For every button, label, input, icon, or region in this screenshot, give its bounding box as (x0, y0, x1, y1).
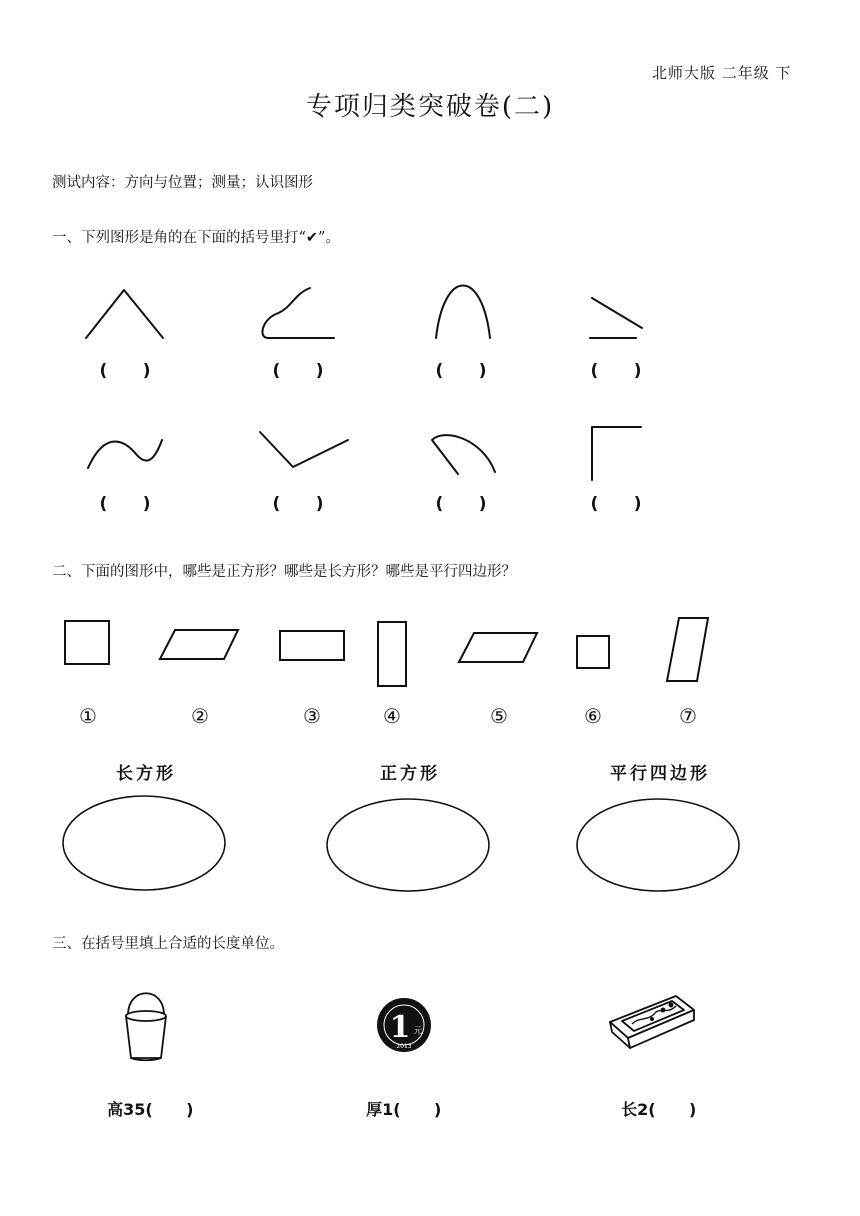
measure-item-bucket (96, 1078, 193, 1120)
answer-paren-7[interactable]: ( ) (435, 494, 487, 514)
pencil-case-icon (610, 996, 694, 1048)
question-2-prompt: 二、下面的图形中，哪些是正方形？哪些是长方形？哪些是平行四边形？ (52, 564, 516, 580)
measure-label-thickness: 厚1 (366, 1100, 394, 1119)
answer-paren-2[interactable]: ( ) (272, 361, 324, 381)
question-1-prompt: 一、下列图形是角的在下面的括号里打“✔”。 (52, 230, 340, 246)
measure-item-pencil-case (610, 1078, 696, 1120)
answer-paren-1[interactable]: ( ) (99, 361, 151, 381)
shape-number-1: ① (79, 704, 97, 728)
shape-number-4: ④ (383, 704, 401, 728)
coin-icon (377, 998, 431, 1052)
shape-number-2: ② (191, 704, 209, 728)
answer-paren-3[interactable]: ( ) (435, 361, 487, 381)
shape-number-3: ③ (303, 704, 321, 728)
svg-text:元: 元 (414, 1026, 422, 1035)
edition-label: 北师大版 二年级 下 (652, 64, 792, 82)
test-content: 测试内容：方向与位置；测量；认识图形 (52, 175, 313, 191)
shape-number-5: ⑤ (490, 704, 508, 728)
svg-text:2013: 2013 (396, 1043, 412, 1050)
measure-paren-thickness[interactable]: ( ) (393, 1100, 442, 1119)
measure-label-length: 长2 (621, 1100, 649, 1119)
measure-label-height: 高35 (107, 1100, 146, 1119)
category-rectangle: 长方形 (116, 764, 176, 784)
shape-number-7: ⑦ (679, 704, 697, 728)
answer-paren-4[interactable]: ( ) (590, 361, 642, 381)
measure-paren-length[interactable]: ( ) (648, 1100, 697, 1119)
answer-paren-5[interactable]: ( ) (99, 494, 151, 514)
measure-paren-height[interactable]: ( ) (145, 1100, 194, 1119)
page-title: 专项归类突破卷(二) (305, 92, 555, 122)
bucket-icon (126, 993, 166, 1060)
svg-text:1: 1 (389, 1010, 411, 1045)
answer-paren-8[interactable]: ( ) (590, 494, 642, 514)
question-3-prompt: 三、在括号里填上合适的长度单位。 (52, 936, 284, 952)
answer-paren-6[interactable]: ( ) (272, 494, 324, 514)
shape-number-6: ⑥ (584, 704, 602, 728)
measure-item-coin (355, 1078, 441, 1120)
category-parallelogram: 平行四边形 (610, 764, 710, 784)
category-square: 正方形 (380, 764, 440, 784)
